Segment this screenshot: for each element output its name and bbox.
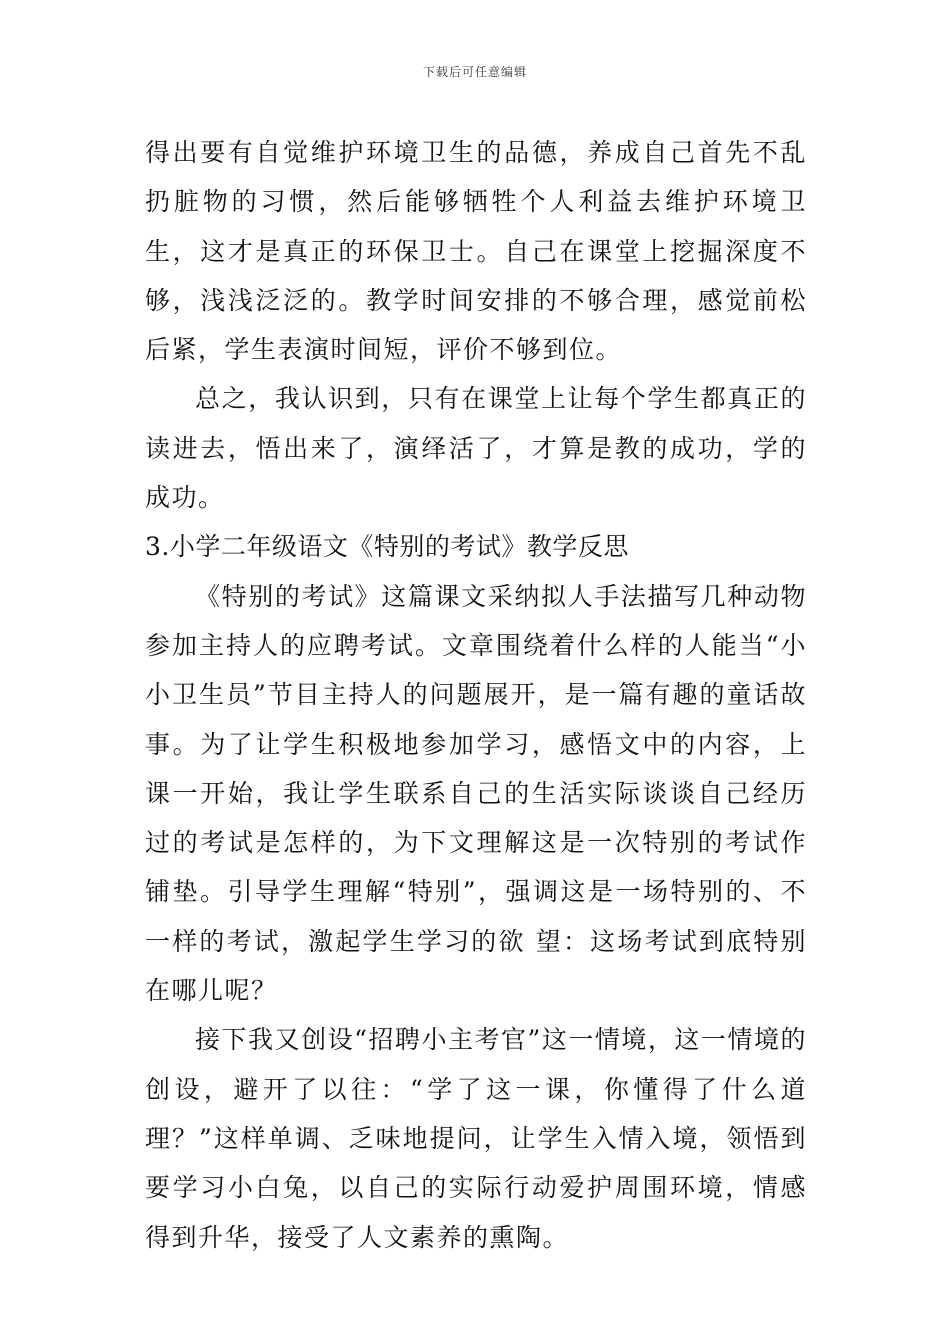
paragraph-continuation: 得出要有自觉维护环境卫生的品德，养成自己首先不乱扔脏物的习惯，然后能够牺牲个人利益去维护环境卫生，这才是真正的环保卫士。自己在课堂上挖掘深度不够，浅浅泛泛的。教学时间安排的不够合理，感觉前松后紧，学生表演时间短，评价不够到位。 — [145, 138, 807, 365]
section-heading: 3.小学二年级语文《特别的考试》教学反思 — [145, 532, 629, 562]
header-note: 下载后可任意编辑 — [422, 65, 527, 79]
paragraph-intro: 《特别的考试》这篇课文采纳拟人手法描写几种动物参加主持人的应聘考试。文章围绕着什么样的人能当“小小卫生员”节目主持人的问题展开，是一篇有趣的童话故事。为了让学生积极地参加学习，感悟文中的内容，上课一开始，我让学生联系自己的生活实际谈谈自己经历过的考试是怎样的，为下文理解这是一次特别的考试作铺垫。引导学生理解“特别”，强调这是一场特别的、不一样的考试，激起学生学习的欲 望：这场考试到底特别在哪儿呢？ — [145, 581, 807, 1006]
document-body — [145, 128, 807, 1262]
paragraph-scenario: 接下我又创设“招聘小主考官”这一情境，这一情境的创设，避开了以往：“学了这一课，你懂得了什么道理？”这样单调、乏味地提问，让学生入情入境，领悟到要学习小白兔，以自己的实际行动爱护周围环境，情感得到升华，接受了人文素养的熏陶。 — [145, 1025, 807, 1252]
paragraph-summary: 总之，我认识到，只有在课堂上让每个学生都真正的读进去，悟出来了，演绎活了，才算是教的成功，学的成功。 — [145, 384, 807, 513]
